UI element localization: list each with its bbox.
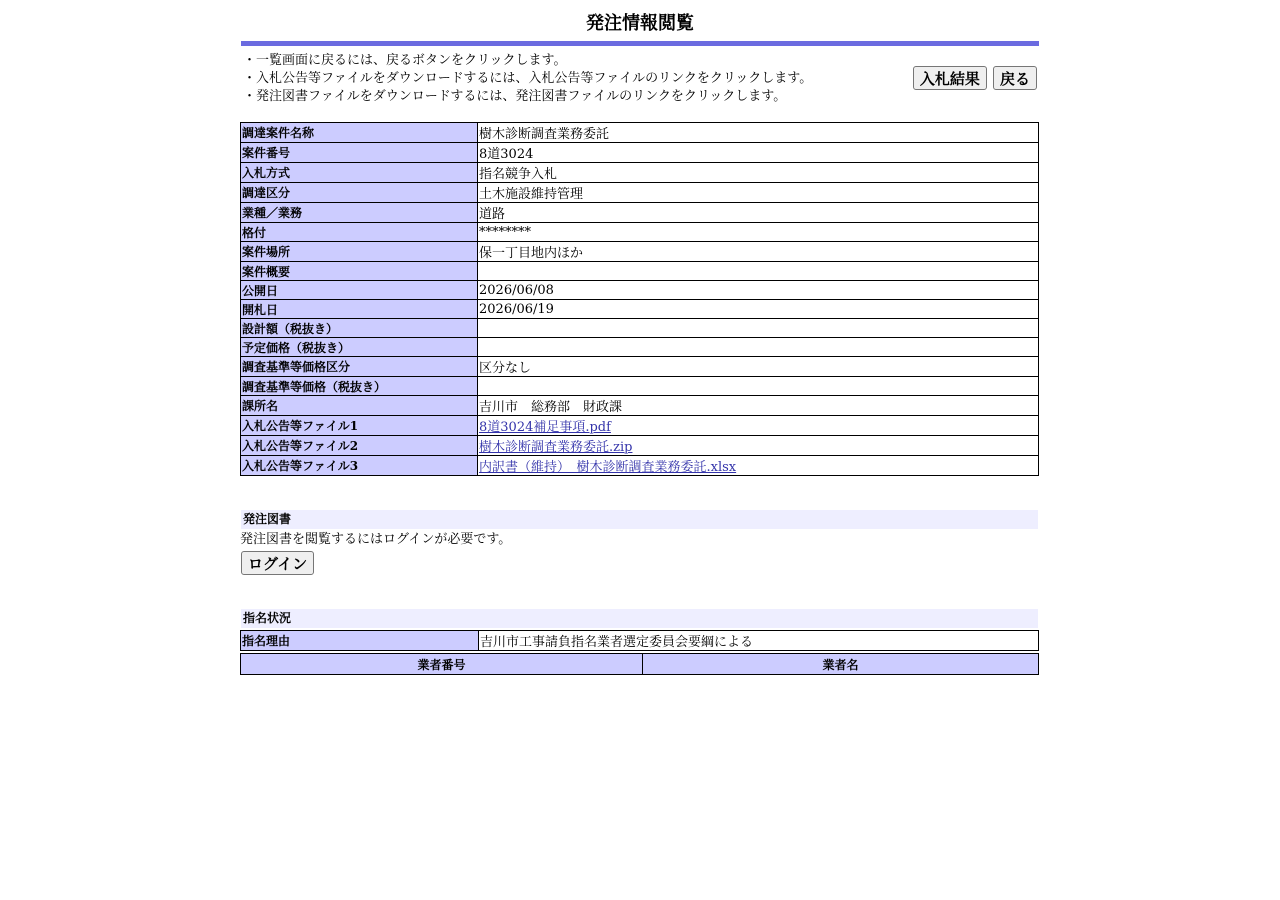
row-value: 土木施設維持管理 (478, 183, 1039, 203)
bid-result-button[interactable]: 入札結果 (913, 66, 987, 90)
designation-heading: 指名状況 (241, 609, 1038, 628)
row-value: 2026/06/08 (478, 281, 1039, 300)
page-title: 発注情報閲覧 (586, 13, 694, 34)
table-row (241, 416, 1039, 436)
table-row (241, 338, 1039, 357)
row-value: 区分なし (478, 357, 1039, 377)
row-value: 樹木診断調査業務委託 (478, 123, 1039, 143)
file-row-label: 入札公告等ファイル1 (241, 416, 478, 436)
back-button[interactable]: 戻る (993, 66, 1037, 90)
file-download-link[interactable]: 内訳書（維持） 樹木診断調査業務委託.xlsx (479, 460, 737, 475)
file-row-label: 入札公告等ファイル2 (241, 436, 478, 456)
row-label: 調査基準等価格区分 (241, 357, 478, 377)
row-value: 吉川市 総務部 財政課 (478, 396, 1039, 416)
row-value: 道路 (478, 203, 1039, 223)
file-row-label: 入札公告等ファイル3 (241, 456, 478, 476)
table-row (241, 123, 1039, 143)
file-row-value (478, 436, 1039, 456)
row-value (478, 319, 1039, 338)
table-row (241, 456, 1039, 476)
table-row (241, 203, 1039, 223)
action-buttons (912, 66, 1037, 90)
row-value: ******** (478, 223, 1039, 242)
row-value (478, 338, 1039, 357)
row-value: 2026/06/19 (478, 300, 1039, 319)
file-row-value (478, 456, 1039, 476)
designation-reason-table (240, 630, 1039, 651)
row-label: 調達案件名称 (241, 123, 478, 143)
table-row (241, 223, 1039, 242)
table-row (241, 396, 1039, 416)
table-row (241, 163, 1039, 183)
file-row-value (478, 416, 1039, 436)
instruction-drawing-files: ・発注図書ファイルをダウンロードするには、発注図書ファイルのリンクをクリックします。 (243, 89, 787, 104)
row-label: 入札方式 (241, 163, 478, 183)
table-row (241, 262, 1039, 281)
table-row (241, 436, 1039, 456)
row-value: 保一丁目地内ほか (478, 242, 1039, 262)
row-label: 格付 (241, 223, 478, 242)
row-label: 課所名 (241, 396, 478, 416)
row-value (478, 377, 1039, 396)
table-row (241, 143, 1039, 163)
row-value: 8道3024 (478, 143, 1039, 163)
designation-reason-value: 吉川市工事請負指名業者選定委員会要綱による (479, 631, 1039, 651)
row-label: 開札日 (241, 300, 478, 319)
login-required-message: 発注図書を閲覧するにはログインが必要です。 (240, 532, 512, 547)
table-row (241, 183, 1039, 203)
vendor-name-header: 業者名 (643, 654, 1039, 675)
drawings-heading: 発注図書 (241, 510, 1038, 529)
row-label: 業種／業務 (241, 203, 478, 223)
instruction-back: ・一覧画面に戻るには、戻るボタンをクリックします。 (243, 53, 567, 68)
table-row (241, 357, 1039, 377)
row-label: 調査基準等価格（税抜き） (241, 377, 478, 396)
row-label: 公開日 (241, 281, 478, 300)
row-label: 設計額（税抜き） (241, 319, 478, 338)
row-label: 案件番号 (241, 143, 478, 163)
table-row (241, 377, 1039, 396)
page-container (241, 0, 1039, 675)
vendor-table (240, 653, 1039, 675)
row-label: 調達区分 (241, 183, 478, 203)
login-button[interactable]: ログイン (241, 551, 314, 575)
vendor-number-header: 業者番号 (241, 654, 643, 675)
file-download-link[interactable]: 樹木診断調査業務委託.zip (479, 440, 633, 455)
table-row (241, 300, 1039, 319)
row-label: 案件場所 (241, 242, 478, 262)
instruction-notice-files: ・入札公告等ファイルをダウンロードするには、入札公告等ファイルのリンクをクリックします。 (243, 71, 813, 86)
row-label: 案件概要 (241, 262, 478, 281)
file-download-link[interactable]: 8道3024補足事項.pdf (479, 420, 611, 435)
designation-reason-label: 指名理由 (241, 631, 479, 651)
row-label: 予定価格（税抜き） (241, 338, 478, 357)
vendor-table-header (241, 654, 1039, 675)
table-row (241, 319, 1039, 338)
table-row (241, 281, 1039, 300)
order-info-table (240, 122, 1039, 476)
instructions (241, 46, 1039, 122)
table-row (241, 631, 1039, 651)
table-row (241, 242, 1039, 262)
row-value (478, 262, 1039, 281)
row-value: 指名競争入札 (478, 163, 1039, 183)
